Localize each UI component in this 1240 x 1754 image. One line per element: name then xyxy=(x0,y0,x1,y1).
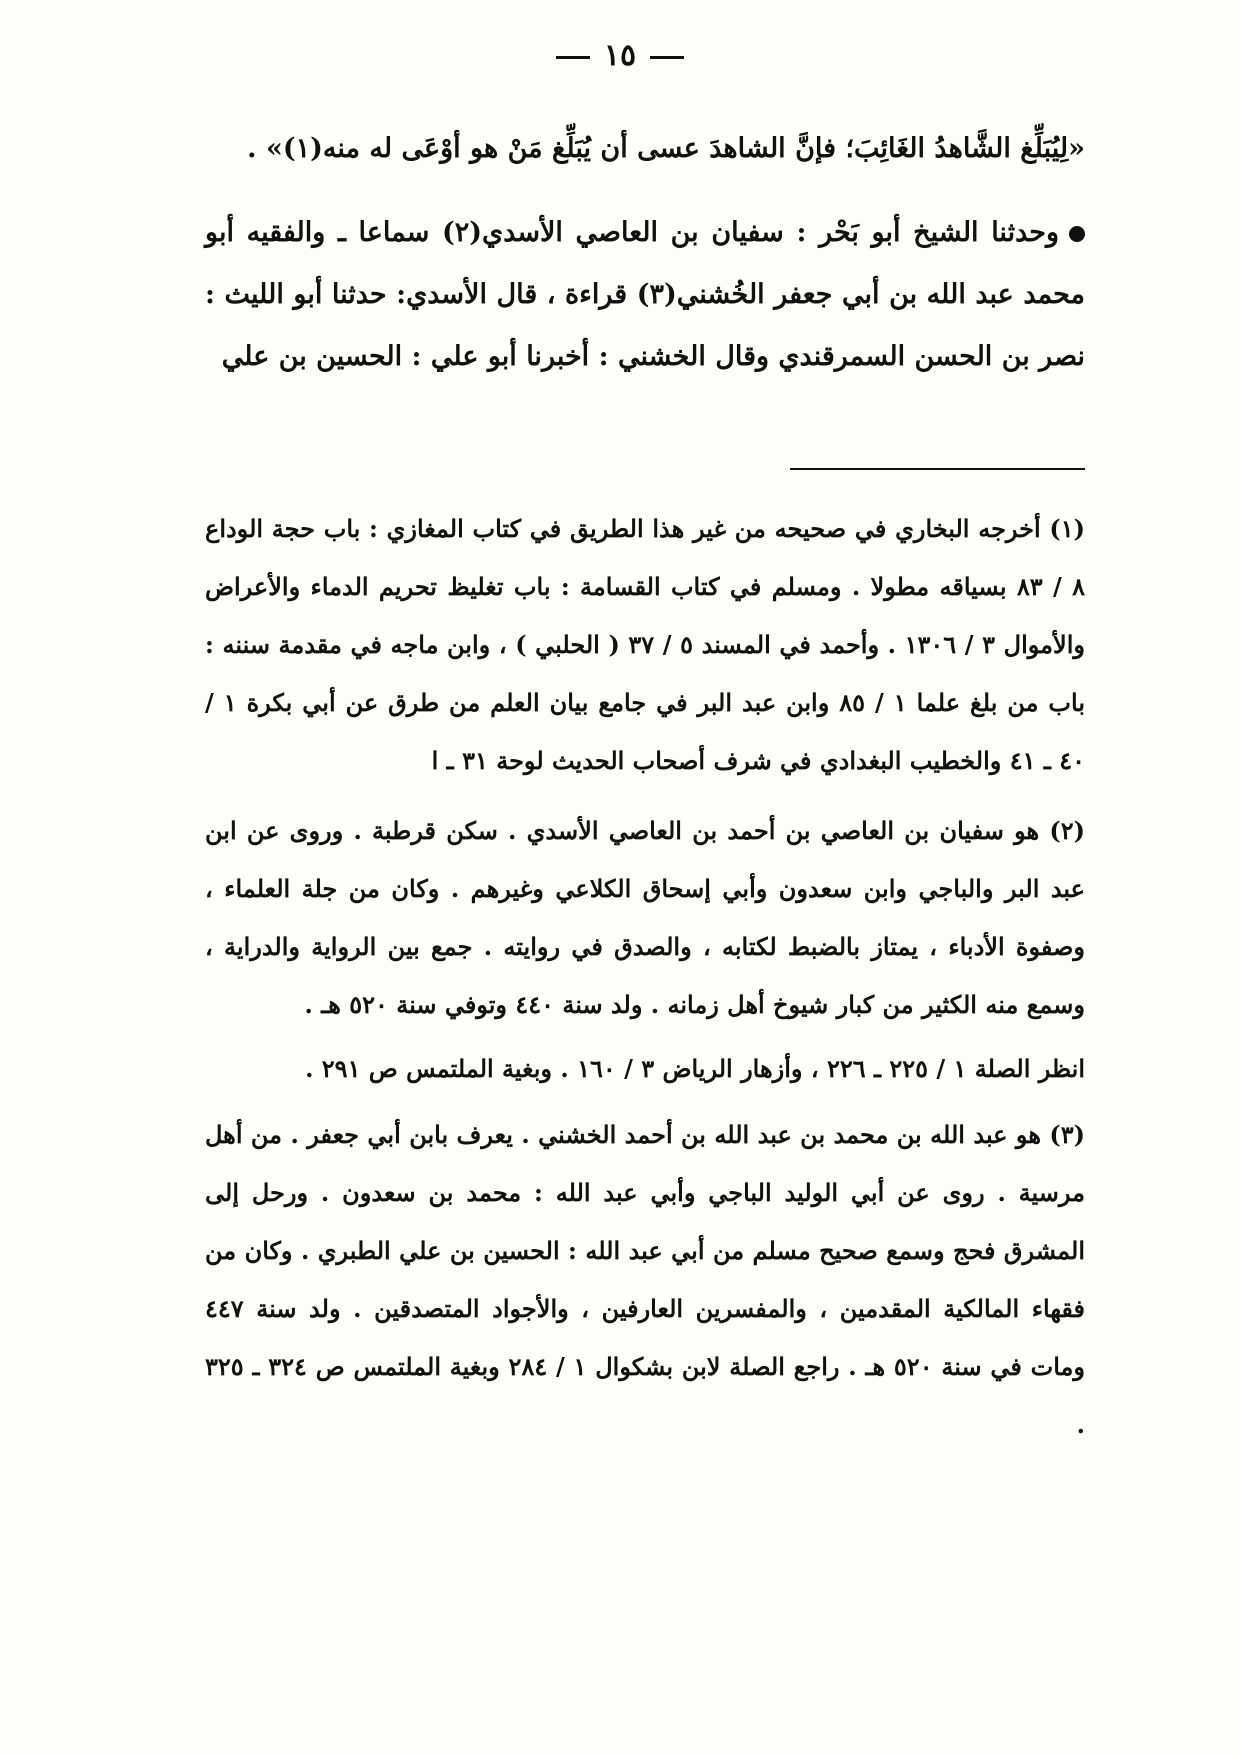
footnote-3: (٣) هو عبد الله بن محمد بن عبد الله بن أحمد الخشني . يعرف بابن أبي جعفر . من أهل مرسية . روى عن أبي الوليد الباجي وأبي عبد الله : محمد بن سعدون . ورحل إلى المشرق فحج وسمع صحيح مسلم من أبي عبد الله : الحسين بن علي الطبري . وكان من فقهاء المالكية المقدمين ، والمفسرين العارفين ، والأجواد المتصدقين . ولد سنة ٤٤٧ ومات في سنة ٥٢٠ هـ . راجع الصلة لابن بشكوال ١ / ٢٨٤ وبغية الملتمس ص ٣٢٤ ـ ٣٢٥ . xyxy=(205,1120,1085,1439)
page-number-dash-left xyxy=(556,56,590,59)
footnote-2-references: انظر الصلة ١ / ٢٢٥ ـ ٢٢٦ ، وأزهار الرياض ٣ / ١٦٠ . وبغية الملتمس ص ٢٩١ . xyxy=(305,1054,1085,1083)
footnote-separator xyxy=(790,468,1085,470)
footnote-2: (٢) هو سفيان بن العاصي بن أحمد بن العاصي الأسدي . سكن قرطبة . وروى عن ابن عبد البر والباجي وابن سعدون وأبي إسحاق الكلاعي وغيرهم . وكان من جلة العلماء ، وصفوة الأدباء ، يمتاز بالضبط لكتابه ، والصدق في روايته . جمع بين الرواية والدراية ، وسمع منه الكثير من كبار شيوخ أهل زمانه . ولد سنة ٤٤٠ وتوفي سنة ٥٢٠ هـ . xyxy=(205,816,1085,1019)
page-number-text: ١٥ xyxy=(603,38,637,73)
page-number xyxy=(0,38,1240,73)
narration-text: وحدثنا الشيخ أبو بَحْر : سفيان بن العاصي الأسدي(٢) سماعا ـ والفقيه أبو محمد عبد الله بن أبي جعفر الخُشني(٣) قراءة ، قال الأسدي: حدثنا أبو الليث : نصر بن الحسن السمرقندي وقال الخشني : أخبرنا أبو علي : الحسين بن علي xyxy=(205,217,1085,372)
main-text xyxy=(205,118,1085,388)
footnote-1: (١) أخرجه البخاري في صحيحه من غير هذا الطريق في كتاب المغازي : باب حجة الوداع ٨ / ٨٣ بسياقه مطولا . ومسلم في كتاب القسامة : باب تغليظ تحريم الدماء والأعراض والأموال ٣ / ١٣٠٦ . وأحمد في المسند ٥ / ٣٧ ( الحلبي ) ، وابن ماجه في مقدمة سننه : باب من بلغ علما ١ / ٨٥ وابن عبد البر في جامع بيان العلم من طرق عن أبي بكرة ١ / ٤٠ ـ ٤١ والخطيب البغدادي في شرف أصحاب الحديث لوحة ٣١ ـ ا xyxy=(205,514,1086,775)
hadith-quote: «لِيُبَلِّغ الشَّاهدُ الغَائِبَ؛ فإنَّ الشاهدَ عسى أن يُبَلِّغ مَنْ هو أوْعَى له منه(١)» . xyxy=(247,133,1085,164)
narration-paragraph xyxy=(205,202,1085,388)
bullet-icon xyxy=(1069,226,1085,242)
footnotes xyxy=(205,500,1085,1466)
page-number-dash-right xyxy=(650,56,684,59)
